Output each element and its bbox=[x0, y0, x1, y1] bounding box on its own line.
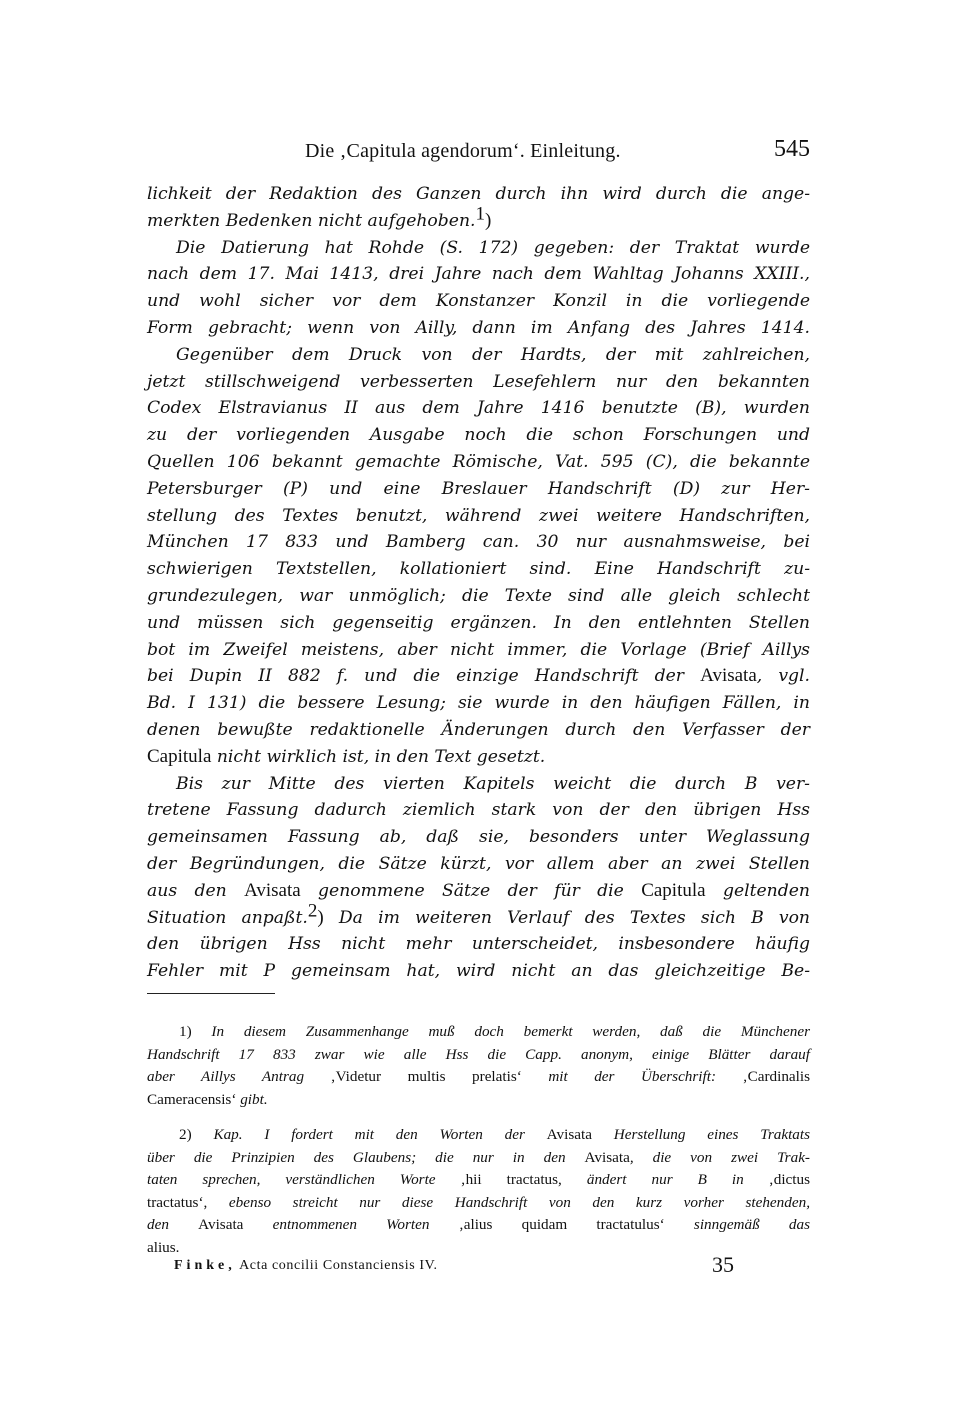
text-line: Fehler mit P gemeinsam hat, wird nicht an das gleichzeitige Be- bbox=[147, 961, 810, 982]
footnote-2: 2) Kap. I fordert mit den Worten der Avisata Herstellung eines Traktats bbox=[179, 1126, 811, 1143]
signature-text: Finke, Acta concilii Constanciensis IV. bbox=[174, 1258, 438, 1273]
text-line: stellung des Textes benutzt, während zwei weitere Handschriften, bbox=[147, 505, 810, 526]
footnote-divider bbox=[147, 993, 275, 994]
text-line: nach dem 17. Mai 1413, drei Jahre nach dem Wahltag Johanns XXIII., bbox=[147, 264, 810, 285]
main-text bbox=[147, 181, 810, 985]
text-line: aus den Avisata genommene Sätze der für die Capitula geltenden bbox=[147, 879, 810, 901]
text-line: schwierigen Textstellen, kollationiert sind. Eine Handschrift zu- bbox=[147, 559, 810, 580]
text-line: Form gebracht; wenn von Ailly, dann im Anfang des Jahres 1414. bbox=[147, 317, 810, 338]
text-line: und müssen sich gegenseitig ergänzen. In den entlehnten Stellen bbox=[147, 612, 810, 633]
text-line: gemeinsamen Fassung ab, daß sie, besonders unter Weglassung bbox=[147, 827, 810, 848]
footnote-ref[interactable]: 1 bbox=[475, 203, 485, 225]
footnote-1: 1) In diesem Zusammenhange muß doch bemerkt werden, daß die Münchener bbox=[179, 1023, 810, 1040]
text-line: merkten Bedenken nicht aufgehoben.$^1$) bbox=[147, 203, 492, 231]
footnote-line: den Avisata entnommenen Worten ‚alius quidam tractatulus‘ sinngemäß das bbox=[147, 1216, 811, 1233]
text-line: Situation anpaßt.$^2$) Da im weiteren Verlauf des Textes sich B von bbox=[147, 899, 811, 928]
footnote-line: über die Prinzipien des Glaubens; die nur in den Avisata, die von zwei Trak- bbox=[147, 1148, 810, 1166]
text-line: bot im Zweifel meistens, aber nicht immer, die Vorlage (Brief Aillys bbox=[147, 639, 810, 660]
footnote-line: Handschrift 17 833 zwar wie alle Hss die Capp. anonym, einige Blätter darauf bbox=[147, 1045, 810, 1063]
text-line: Gegenüber dem Druck von der Hardts, der mit zahlreichen, bbox=[176, 344, 810, 365]
footnote-line: tractatus‘, ebenso streicht nur diese Handschrift von den kurz vorher stehenden, bbox=[147, 1193, 810, 1211]
footnote-line: aber Aillys Antrag ‚Videtur multis prelatis‘ mit der Überschrift: ‚Cardinalis bbox=[147, 1068, 811, 1085]
signature-number: 35 bbox=[712, 1252, 734, 1277]
page-number: 545 bbox=[774, 136, 810, 162]
running-header bbox=[147, 138, 810, 170]
footnote-line: Cameracensis‘ gibt. bbox=[147, 1090, 268, 1108]
printer-signature bbox=[174, 1254, 734, 1278]
text-line: München 17 833 und Bamberg can. 30 nur ausnahmsweise, bei bbox=[147, 532, 810, 553]
text-line: lichkeit der Redaktion des Ganzen durch ihn wird durch die ange- bbox=[147, 184, 810, 204]
footnotes bbox=[147, 1021, 810, 1259]
text-line: der Begründungen, die Sätze kürzt, vor allem aber an zwei Stellen bbox=[147, 853, 810, 874]
text-line: Die Datierung hat Rohde (S. 172) gegeben: der Traktat wurde bbox=[176, 237, 810, 258]
text-line: denen bewußte redaktionelle Änderungen durch den Verfasser der bbox=[147, 719, 810, 740]
footnote-ref[interactable]: 2 bbox=[307, 899, 318, 921]
text-line: zu der vorliegenden Ausgabe noch die schon Forschungen und bbox=[147, 425, 810, 446]
text-line: den übrigen Hss nicht mehr unterscheidet, insbesondere häufig bbox=[147, 934, 810, 955]
footnote-line: taten sprechen, verständlichen Worte ‚hii tractatus, ändert nur B in ‚dictus bbox=[147, 1171, 811, 1188]
text-line: jetzt stillschweigend verbesserten Lesefehlern nur den bekannten bbox=[147, 371, 810, 392]
text-line: bei Dupin II 882 f. und die einzige Handschrift der Avisata, vgl. bbox=[147, 665, 811, 687]
text-line: Petersburger (P) und eine Breslauer Handschrift (D) zur Her- bbox=[147, 478, 810, 499]
text-line: Quellen 106 bekannt gemachte Römische, Vat. 595 (C), die bekannte bbox=[147, 451, 810, 472]
text-line: grundezulegen, war unmöglich; die Texte sind alle gleich schlecht bbox=[147, 585, 810, 606]
text-line: Codex Elstravianus II aus dem Jahre 1416 benutzte (B), wurden bbox=[147, 398, 810, 419]
footnote-line: alius. bbox=[147, 1238, 180, 1256]
text-line: Bd. I 131) die bessere Lesung; sie wurde in den häufigen Fällen, in bbox=[147, 693, 810, 714]
text-line: Bis zur Mitte des vierten Kapitels weicht die durch B ver- bbox=[176, 773, 810, 794]
text-line: und wohl sicher vor dem Konstanzer Konzil in die vorliegende bbox=[147, 291, 810, 312]
running-title: Die ‚Capitula agendorum‘. Einleitung. bbox=[305, 140, 621, 162]
text-line: Capitula nicht wirklich ist, in den Text gesetzt. bbox=[147, 745, 546, 767]
text-line: tretene Fassung dadurch ziemlich stark von der den übrigen Hss bbox=[147, 800, 810, 821]
